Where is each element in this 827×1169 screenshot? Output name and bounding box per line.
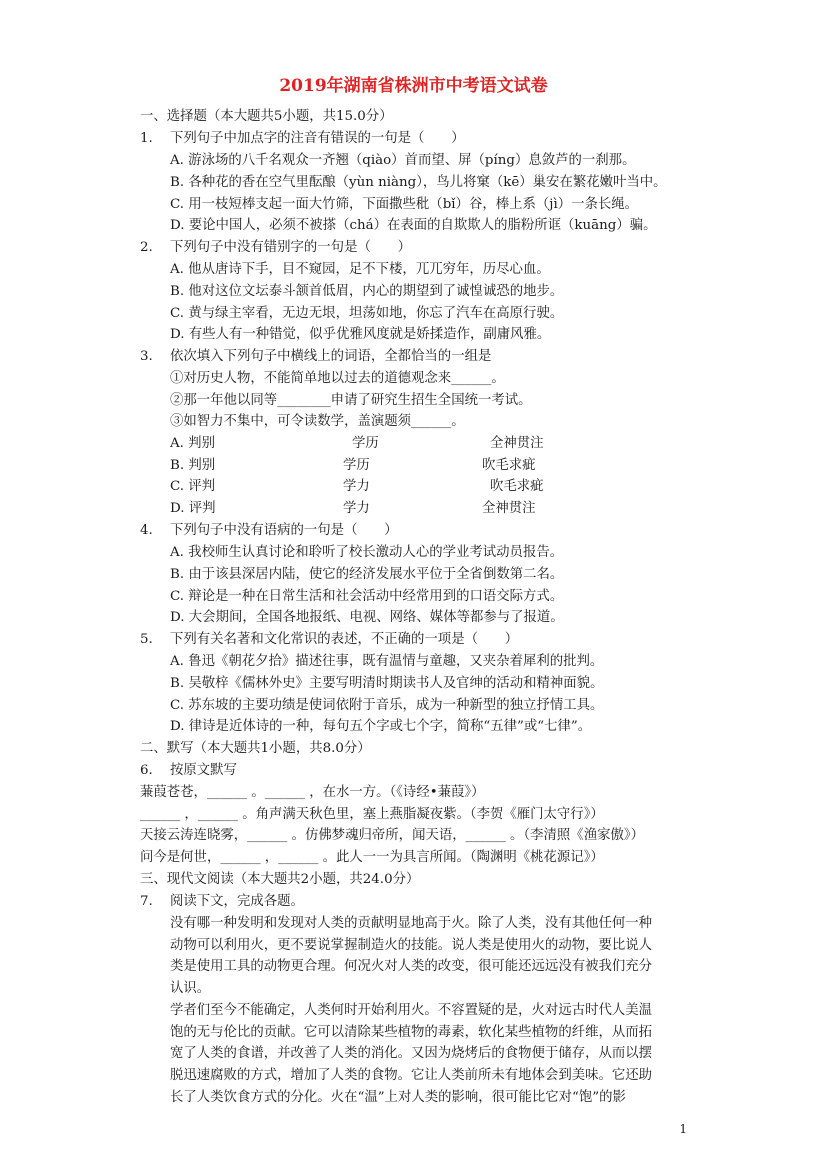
option-b-word1: B. 判别 bbox=[170, 458, 216, 473]
option-a-word2: 学历 bbox=[352, 436, 379, 451]
passage-line: 脱迅速腐败的方式，增加了人类的食物。它让人类前所未有地体会到美味。它还助 bbox=[170, 1068, 653, 1083]
dictation-line: 蒹葭苍苍，______ 。______ ，在水一方。（《诗经•蒹葭》） bbox=[140, 785, 485, 800]
fill-sentence: ①对历史人物，不能简单地以过去的道德观念来______。 bbox=[170, 371, 505, 386]
option-b: B. 吴敬梓《儒林外史》主要写明清时期读书人及官绅的活动和精神面貌。 bbox=[170, 676, 604, 691]
passage-line: 动物可以利用火，更不要说掌握制造火的技能。说人类是使用火的动物，要比说人 bbox=[170, 938, 653, 953]
passage-line: 没有哪一种发明和发现对人类的贡献明显地高于火。除了人类，没有其他任何一种 bbox=[170, 916, 653, 931]
passage-line: 学者们至今不能确定，人类何时开始利用火。不容置疑的是，火对远古时代人美温 bbox=[170, 1003, 653, 1018]
question-number: 1. bbox=[140, 131, 153, 146]
option-b: B. 他对这位文坛泰斗颔首低眉，内心的期望到了诚惶诚恐的地步。 bbox=[170, 284, 564, 299]
question-number: 7. bbox=[140, 894, 153, 909]
option-b: B. 各种花的香在空气里酝酿（yùn niàng），鸟儿将窠（kē）巢安在繁花嫩叶当中。 bbox=[170, 175, 667, 190]
option-d-word1: D. 评判 bbox=[170, 501, 216, 516]
option-d: D. 律诗是近体诗的一种，每句五个字或七个字，简称“五律”或“七律”。 bbox=[170, 719, 592, 734]
page-number: 1 bbox=[679, 1122, 687, 1136]
option-a: A. 他从唐诗下手，目不窥园，足不下楼，兀兀穷年，历尽心血。 bbox=[170, 262, 550, 277]
question-number: 5. bbox=[140, 632, 153, 647]
option-a-word1: A. 判别 bbox=[170, 436, 215, 451]
question-number: 4. bbox=[140, 523, 153, 538]
dictation-line: 问今是何世，______ ，______ 。此人一一为具言所闻。（陶渊明《桃花源记》） bbox=[140, 850, 604, 865]
dictation-line: 天接云涛连晓雾，______ 。仿佛梦魂归帝所，闻天语，______ 。（李清照《渔家傲》） bbox=[140, 828, 644, 843]
passage-line: 认识。 bbox=[170, 981, 211, 996]
option-b-word2: 学历 bbox=[343, 458, 370, 473]
option-b: B. 由于该县深居内陆，使它的经济发展水平位于全省倒数第二名。 bbox=[170, 567, 564, 582]
question-stem: 依次填入下列句子中横线上的词语，全都恰当的一组是 bbox=[170, 349, 492, 364]
fill-sentence: ③如智力不集中，可令读数学，盖演题须______。 bbox=[170, 414, 465, 429]
question-stem: 按原文默写 bbox=[170, 763, 237, 778]
option-b-word3: 吹毛求疵 bbox=[482, 458, 536, 473]
passage-line: 长了人类饮食方式的分化。火在“温”上对人类的影响，很可能比它对“饱”的影 bbox=[170, 1090, 626, 1105]
question-stem: 下列有关名著和文化常识的表述，不正确的一项是（ ） bbox=[170, 632, 519, 647]
option-a: A. 鲁迅《朝花夕拾》描述往事，既有温情与童趣，又夹杂着犀利的批判。 bbox=[170, 654, 604, 669]
option-c: C. 黄与绿主宰看，无边无垠，坦荡如地，你忘了汽车在高原行驶。 bbox=[170, 306, 564, 321]
option-c: C. 用一枝短棒支起一面大竹筛，下面撒些秕（bǐ）谷，棒上系（jì）一条长绳。 bbox=[170, 197, 639, 212]
question-stem: 下列句子中没有错别字的一句是（ ） bbox=[170, 240, 412, 255]
option-c-word1: C. 评判 bbox=[170, 479, 216, 494]
page-title: 2019年湖南省株洲市中考语文试卷 bbox=[279, 76, 548, 96]
option-d: D. 要论中国人，必须不被搽（chá）在表面的自欺欺人的脂粉所诓（kuāng）骗。 bbox=[170, 218, 657, 233]
section-header-dictation: 二、默写（本大题共1小题，共8.0分） bbox=[140, 741, 371, 756]
question-stem: 下列句子中加点字的注音有错误的一句是（ ） bbox=[170, 131, 465, 146]
option-d-word3: 全神贯注 bbox=[482, 501, 536, 516]
option-c-word3: 吹毛求疵 bbox=[490, 479, 544, 494]
section-header-reading: 三、现代文阅读（本大题共2小题，共24.0分） bbox=[140, 872, 420, 887]
fill-sentence: ②那一年他以同等________申请了研究生招生全国统一考试。 bbox=[170, 393, 532, 408]
section-header-choice: 一、选择题（本大题共5小题，共15.0分） bbox=[140, 109, 393, 124]
option-a-word3: 全神贯注 bbox=[490, 436, 544, 451]
option-c: C. 苏东坡的主要功绩是使词依附于音乐，成为一种新型的独立抒情工具。 bbox=[170, 698, 604, 713]
dictation-line: ______ ，______ 。角声满天秋色里，塞上燕脂凝夜紫。（李贺《雁门太守行》） bbox=[140, 807, 604, 822]
option-d: D. 大会期间，全国各地报纸、电视、网络、媒体等都参与了报道。 bbox=[170, 610, 564, 625]
question-stem: 下列句子中没有语病的一句是（ ） bbox=[170, 523, 398, 538]
passage-line: 类是使用工具的动物更合理。何况火对人类的改变，很可能还远远没有被我们充分 bbox=[170, 959, 653, 974]
question-number: 2. bbox=[140, 240, 153, 255]
option-d: D. 有些人有一种错觉，似乎优雅风度就是娇揉造作，副庸风雅。 bbox=[170, 327, 551, 342]
option-a: A. 我校师生认真讨论和聆听了校长激动人心的学业考试动员报告。 bbox=[170, 545, 564, 560]
option-a: A. 游泳场的八千名观众一齐翘（qiào）首而望、屏（píng）息敛芦的一刹那。 bbox=[170, 153, 636, 168]
passage-line: 宽了人类的食谱，并改善了人类的消化。又因为烧烤后的食物便于储存，从而以摆 bbox=[170, 1046, 653, 1061]
option-c-word2: 学力 bbox=[343, 479, 370, 494]
passage-line: 饱的无与伦比的贡献。它可以清除某些植物的毒素，软化某些植物的纤维，从而拓 bbox=[170, 1025, 653, 1040]
question-number: 6. bbox=[140, 763, 153, 778]
option-d-word2: 学力 bbox=[343, 501, 370, 516]
option-c: C. 辩论是一种在日常生活和社会活动中经常用到的口语交际方式。 bbox=[170, 589, 564, 604]
question-number: 3. bbox=[140, 349, 153, 364]
question-stem: 阅读下文，完成各题。 bbox=[170, 894, 304, 909]
